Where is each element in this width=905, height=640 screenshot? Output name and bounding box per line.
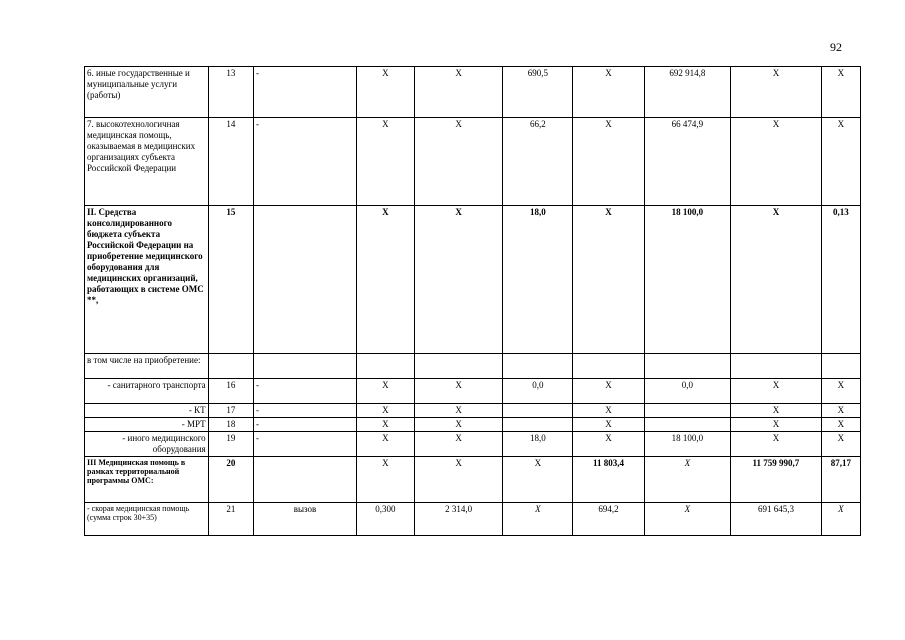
cell: 2 314,0 — [414, 503, 503, 536]
row-number: 21 — [208, 503, 253, 536]
table-row — [85, 503, 861, 536]
cell: Х — [573, 432, 644, 457]
cell: 11 803,4 — [573, 457, 644, 503]
row-number: 15 — [208, 206, 253, 354]
row-number: 19 — [208, 432, 253, 457]
cell — [573, 354, 644, 379]
unit: - — [254, 432, 357, 457]
cell: 87,17 — [821, 457, 860, 503]
cell: Х — [821, 418, 860, 432]
cell: 66,2 — [503, 118, 573, 206]
cell: Х — [821, 503, 860, 536]
cell: Х — [573, 418, 644, 432]
table-row — [85, 118, 861, 206]
cell: Х — [357, 379, 415, 404]
table-row — [85, 404, 861, 418]
row-name: - санитарного транспорта — [85, 379, 209, 404]
cell: Х — [414, 457, 503, 503]
cell — [503, 354, 573, 379]
cell: Х — [821, 118, 860, 206]
cell — [414, 354, 503, 379]
cell: Х — [503, 457, 573, 503]
cell: Х — [357, 432, 415, 457]
cell: Х — [357, 457, 415, 503]
cell: Х — [573, 118, 644, 206]
cell: Х — [573, 379, 644, 404]
cell: 691 645,3 — [731, 503, 822, 536]
cell — [821, 354, 860, 379]
cell: Х — [573, 206, 644, 354]
unit: - — [254, 67, 357, 118]
cell: Х — [573, 67, 644, 118]
table-row — [85, 432, 861, 457]
row-name: II. Средства консолидированного бюджета субъекта Российской Федерации на приобретение медицинского оборудования для медицинских организаций, работающих в системе ОМС **, — [85, 206, 209, 354]
row-number: 16 — [208, 379, 253, 404]
cell: Х — [731, 379, 822, 404]
cell: Х — [821, 404, 860, 418]
cell — [644, 404, 731, 418]
cell: 18 100,0 — [644, 206, 731, 354]
cell: Х — [414, 67, 503, 118]
cell: Х — [414, 418, 503, 432]
table-row — [85, 354, 861, 379]
cell: Х — [357, 118, 415, 206]
cell: Х — [414, 404, 503, 418]
row-name: - иного медицинского оборудования — [85, 432, 209, 457]
cell: Х — [573, 404, 644, 418]
unit: - — [254, 118, 357, 206]
cell: Х — [821, 67, 860, 118]
unit: - — [254, 379, 357, 404]
table-row — [85, 379, 861, 404]
cell: Х — [731, 118, 822, 206]
cell: Х — [821, 379, 860, 404]
unit — [254, 457, 357, 503]
row-name: 6. иные государственные и муниципальные услуги (работы) — [85, 67, 209, 118]
row-name: 7. высокотехнологичная медицинская помощь, оказываемая в медицинских организациях субъекта Российской Федерации — [85, 118, 209, 206]
row-number: 17 — [208, 404, 253, 418]
unit: - — [254, 404, 357, 418]
cell: Х — [731, 67, 822, 118]
cell: 0,300 — [357, 503, 415, 536]
cell: Х — [414, 206, 503, 354]
cell: 690,5 — [503, 67, 573, 118]
unit — [254, 206, 357, 354]
cell: Х — [414, 118, 503, 206]
row-name: - МРТ — [85, 418, 209, 432]
row-number: 14 — [208, 118, 253, 206]
cell — [357, 354, 415, 379]
row-number: 13 — [208, 67, 253, 118]
table-row — [85, 418, 861, 432]
cell: Х — [731, 206, 822, 354]
row-number: 20 — [208, 457, 253, 503]
table-row — [85, 457, 861, 503]
row-number — [208, 354, 253, 379]
cell: Х — [414, 379, 503, 404]
cell: 11 759 990,7 — [731, 457, 822, 503]
cell: Х — [503, 503, 573, 536]
row-name: в том числе на приобретение: — [85, 354, 209, 379]
cell: Х — [414, 432, 503, 457]
cell — [731, 354, 822, 379]
cell: Х — [357, 67, 415, 118]
cell: Х — [357, 418, 415, 432]
unit — [254, 354, 357, 379]
cell: 692 914,8 — [644, 67, 731, 118]
cell: Х — [731, 404, 822, 418]
cell: Х — [731, 432, 822, 457]
cell: 0,0 — [644, 379, 731, 404]
cell: Х — [357, 206, 415, 354]
cell: 0,13 — [821, 206, 860, 354]
cell: 0,0 — [503, 379, 573, 404]
unit: - — [254, 418, 357, 432]
table-row — [85, 206, 861, 354]
cell: Х — [357, 404, 415, 418]
cell: Х — [644, 457, 731, 503]
cell: Х — [644, 503, 731, 536]
cell — [503, 418, 573, 432]
page-number: 92 — [830, 40, 842, 54]
data-table — [84, 66, 861, 536]
row-name: III Медицинская помощь в рамках территориальной программы ОМС: — [85, 457, 209, 503]
cell: Х — [821, 432, 860, 457]
cell: Х — [731, 418, 822, 432]
unit: вызов — [254, 503, 357, 536]
row-name: - скорая медицинская помощь (сумма строк 30+35) — [85, 503, 209, 536]
cell — [503, 404, 573, 418]
cell: 18,0 — [503, 206, 573, 354]
cell: 18 100,0 — [644, 432, 731, 457]
table-row — [85, 67, 861, 118]
cell: 694,2 — [573, 503, 644, 536]
cell — [644, 354, 731, 379]
cell: 18,0 — [503, 432, 573, 457]
row-number: 18 — [208, 418, 253, 432]
cell: 66 474,9 — [644, 118, 731, 206]
cell — [644, 418, 731, 432]
row-name: - КТ — [85, 404, 209, 418]
